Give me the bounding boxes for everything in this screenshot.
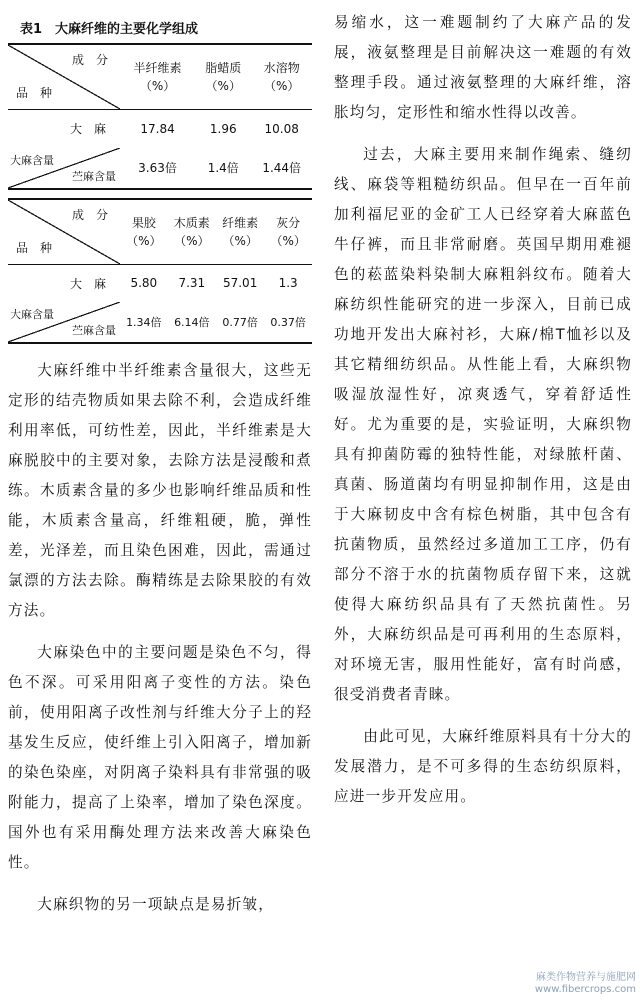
table-cell: 7.31	[178, 276, 206, 291]
body-paragraph: 过去，大麻主要用来制作绳索、缝纫线、麻袋等粗糙纺织品。但早在一百年前加利福尼亚的金矿工人已经穿着大麻蓝色牛仔裤，而且非常耐磨。英国早期用难褪色的菘蓝染料染制大麻粗斜纹布。随着大麻纺织性能研究的进一步深入，目前已成功地开发出大麻衬衫，大麻/棉T恤衫以及其它精细纺织品。从性能上看，大麻织物吸湿放湿性好，凉爽透气，穿着舒适性好。尤为重要的是，实验证明，大麻织物具有抑菌防霉的独特性能，对绿脓杆菌、真菌、肠道菌均有明显抑制作用，这是由于大麻韧皮中含有棕色树脂，其中包含有抗菌物质，虽然经过多道加工工序，仍有部分不溶于水的抗菌物质存留下来，这就使得大麻纺织品具有了天然抗菌性。另外，大麻纺织品是可再利用的生态原料，对环境无害，服用性能好，富有时尚感，很受消费者青睐。	[334, 146, 632, 703]
table-cell: 10.08	[264, 121, 299, 136]
column-header: 脂蜡质 （%）	[205, 61, 242, 93]
body-paragraph-continued: 易缩水，这一难题制约了大麻产品的发展，液氨整理是目前解决这一难题的有效整理手段。通过液氨整理的大麻纤维，溶胀均匀，定形性和缩水性得以改善。	[334, 14, 632, 121]
table-cell: 1.34倍	[126, 316, 162, 329]
column-header: 灰分 （%）	[270, 215, 306, 248]
table-cell: 17.84	[140, 121, 175, 136]
right-column	[334, 0, 632, 812]
left-column	[8, 0, 312, 920]
table-title: 表1 大麻纤维的主要化学组成	[20, 22, 199, 37]
ratio-row-label: 大麻含量 苎麻含量	[8, 302, 120, 343]
table-cell: 1.44倍	[262, 161, 302, 175]
chem-table-part1	[8, 43, 312, 190]
table-cell: 5.80	[130, 276, 158, 291]
table-cell: 1.96	[209, 121, 237, 136]
corner-cell	[8, 199, 120, 265]
column-header: 纤维素 （%）	[222, 215, 259, 248]
row-label: 大 麻	[69, 276, 106, 291]
column-header: 果胶 （%）	[126, 215, 162, 248]
column-header: 水溶物 （%）	[263, 61, 300, 93]
body-paragraph: 大麻织物的另一项缺点是易折皱，	[37, 896, 275, 913]
table-cell: 3.63倍	[138, 161, 177, 175]
body-paragraph: 由此可见，大麻纤维原料具有十分大的发展潜力，是不可多得的生态纺织原料，应进一步开发应用。	[334, 728, 632, 805]
row-label: 大 麻	[69, 122, 106, 137]
body-paragraph: 大麻纤维中半纤维素含量很大，这些无定形的结壳物质如果去除不利，会造成纤维利用率低，可纺性差，因此，半纤维素是大麻脱胶中的主要对象，去除方法是浸酸和煮练。木质素含量的多少也影响纤维品质和性能，木质素含量高，纤维粗硬，脆，弹性差，光泽差，而且染色困难，因此，需通过氯漂的方法去除。酶精练是去除果胶的有效方法。	[8, 362, 312, 619]
corner-component-label: 成 分	[71, 207, 108, 222]
corner-variety-label: 品 种	[16, 86, 53, 100]
chem-table-part2	[8, 198, 312, 345]
corner-variety-label: 品 种	[16, 240, 53, 255]
column-header: 木质素 （%）	[173, 215, 210, 248]
site-watermark: 麻类作物营养与施肥网 www.fibercrops.com	[534, 972, 636, 995]
table-cell: 1.3	[278, 276, 298, 291]
ratio-row-label: 大麻含量 苎麻含量	[8, 148, 120, 189]
corner-cell	[8, 44, 120, 110]
table-cell: 6.14倍	[174, 316, 210, 329]
table-cell: 0.77倍	[222, 316, 258, 329]
table-cell: 0.37倍	[270, 316, 306, 329]
body-paragraph: 大麻染色中的主要问题是染色不匀，得色不深。可采用阳离子变性的方法。染色前，使用阳离子改性剂与纤维大分子上的羟基发生反应，使纤维上引入阳离子，增加新的染色染座，对阴离子染料具有非常强的吸附能力，提高了上染率，增加了染色深度。国外也有采用酶处理方法来改善大麻染色性。	[8, 644, 312, 871]
column-header: 半纤维素 （%）	[133, 61, 182, 93]
corner-component-label: 成 分	[71, 53, 108, 67]
table-cell: 1.4倍	[207, 161, 239, 175]
table-cell: 57.01	[222, 276, 258, 291]
